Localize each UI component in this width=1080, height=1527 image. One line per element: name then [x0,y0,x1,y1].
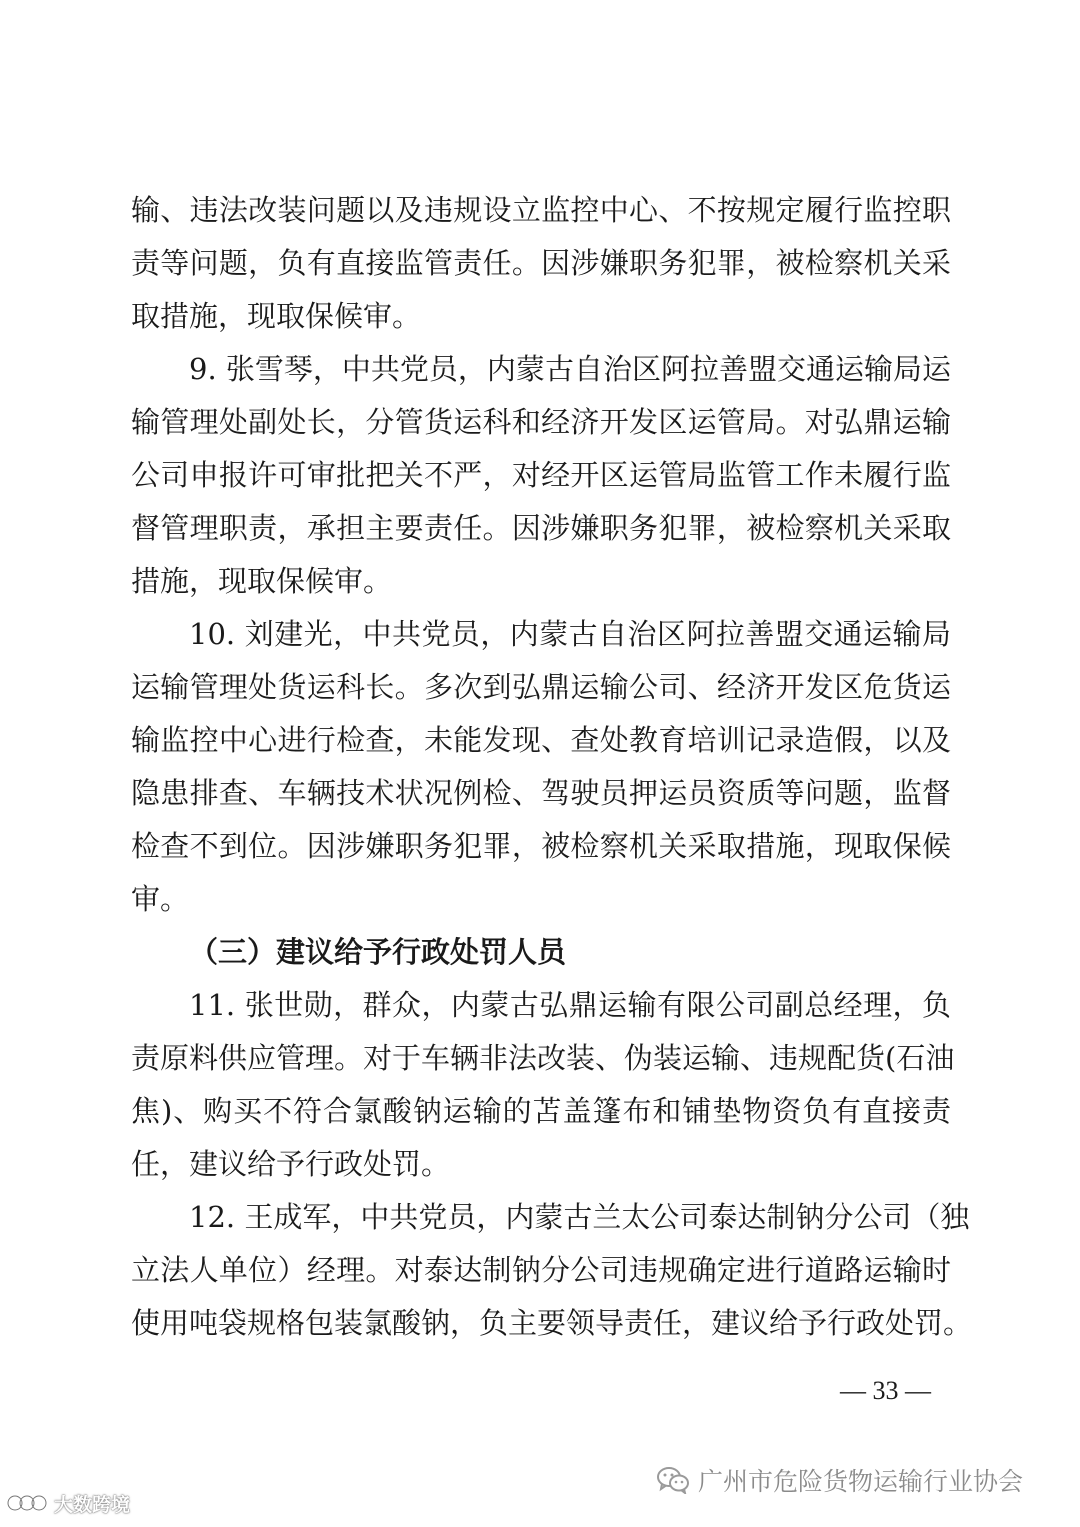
text-line: 输监控中心进行检查，未能发现、查处教育培训记录造假，以及 [131,723,951,757]
text-line: 立法人单位）经理。对泰达制钠分公司违规确定进行道路运输时 [131,1253,951,1287]
text-line: 公司申报许可审批把关不严，对经开区运管局监管工作未履行监 [131,458,951,492]
text-line: 10. 刘建光，中共党员，内蒙古自治区阿拉善盟交通运输局 [189,617,951,651]
brand-watermark [6,1488,130,1518]
text-line: 输管理处副处长，分管货运科和经济开发区运管局。对弘鼎运输 [131,405,951,439]
brand-logo-icon [6,1492,48,1514]
section-heading: （三）建议给予行政处罚人员 [189,935,567,969]
text-line: 隐患排查、车辆技术状况例检、驾驶员押运员资质等问题，监督 [131,776,951,810]
text-line: 12. 王成军，中共党员，内蒙古兰太公司泰达制钠分公司（独 [189,1200,970,1234]
text-line: 9. 张雪琴，中共党员，内蒙古自治区阿拉善盟交通运输局运 [189,352,951,386]
brand-watermark-text: 大数跨境 [54,1493,131,1516]
watermark-text: 广州市危险货物运输行业协会 [698,1467,1024,1496]
text-line: 责原料供应管理。对于车辆非法改装、伪装运输、违规配货(石油 [131,1041,955,1075]
wechat-icon [656,1466,690,1494]
text-line: 取措施，现取保候审。 [131,299,422,333]
text-line: 审。 [131,882,190,916]
text-line: 督管理职责，承担主要责任。因涉嫌职务犯罪，被检察机关采取 [131,511,951,545]
text-line: 措施，现取保候审。 [131,564,393,598]
source-watermark [656,1460,1023,1500]
text-line: 使用吨袋规格包装氯酸钠，负主要领导责任，建议给予行政处罚。 [131,1306,973,1340]
page-number: — 33 — [840,1376,931,1405]
text-line: 11. 张世勋，群众，内蒙古弘鼎运输有限公司副总经理，负 [189,988,951,1022]
text-line: 焦)、购买不符合氯酸钠运输的苫盖篷布和铺垫物资负有直接责 [131,1094,951,1128]
text-line: 运输管理处货运科长。多次到弘鼎运输公司、经济开发区危货运 [131,670,951,704]
text-line: 任，建议给予行政处罚。 [131,1147,451,1181]
text-line: 输、违法改装问题以及违规设立监控中心、不按规定履行监控职 [131,193,951,227]
text-line: 责等问题，负有直接监管责任。因涉嫌职务犯罪，被检察机关采 [131,246,951,280]
text-line: 检查不到位。因涉嫌职务犯罪，被检察机关采取措施，现取保候 [131,829,951,863]
